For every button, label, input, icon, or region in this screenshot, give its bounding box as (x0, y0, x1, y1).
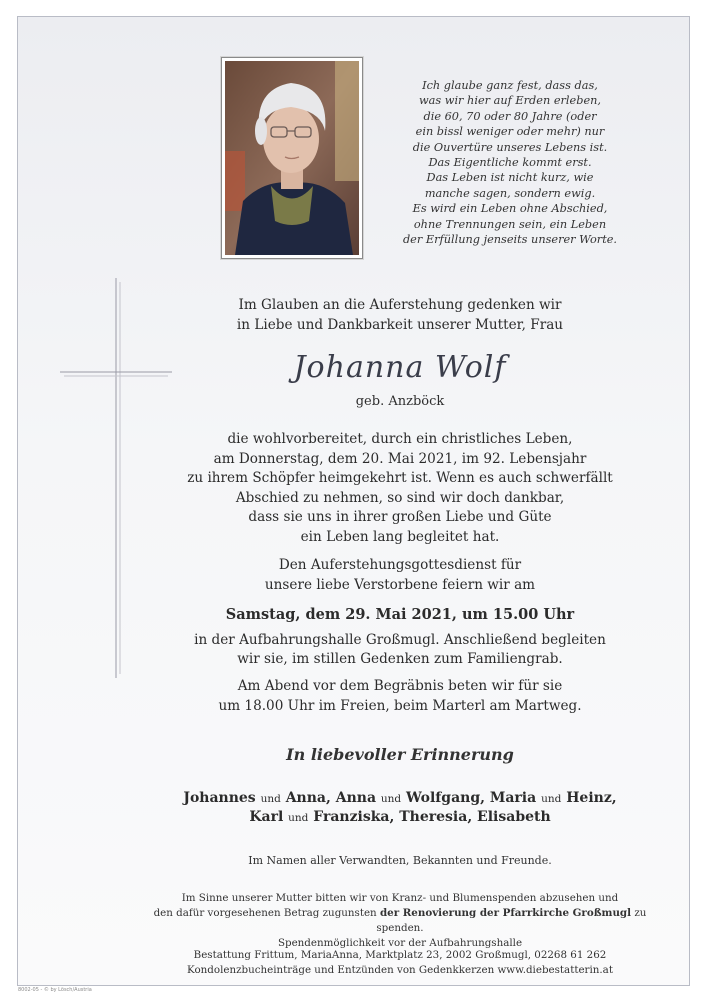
maiden-name: geb. Anzböck (355, 394, 445, 409)
quote-line: die 60, 70 oder 80 Jahre (oder (423, 109, 597, 123)
quote-line: Das Leben ist nicht kurz, wie (426, 171, 594, 185)
deceased-name: Johanna Wolf (293, 350, 507, 385)
donation-post: zu spenden. (376, 907, 647, 934)
family-name: Franziska, Theresia, Elisabeth (313, 809, 551, 825)
passing-line: dass sie uns in ihrer großen Liebe und Güte (248, 509, 552, 526)
family-name: Johannes (183, 790, 256, 806)
service-line: wir sie, im stillen Gedenken zum Familiengrab. (237, 651, 563, 668)
family-row-1 (150, 790, 650, 806)
family-name: Karl (249, 809, 284, 825)
service-line: unsere liebe Verstorbene feiern wir am (264, 576, 536, 593)
family-sep: und (288, 812, 309, 824)
quote-line: manche sagen, sondern ewig. (424, 186, 596, 200)
portrait-photo (221, 57, 363, 259)
passing-line: ein Leben lang begleitet hat. (300, 528, 500, 545)
service-line: in der Aufbahrungshalle Großmugl. Anschließend begleiten (194, 631, 606, 648)
passing-line: die wohlvorbereitet, durch ein christliches Leben, (227, 431, 573, 447)
quote-line: Es wird ein Leben ohne Abschied, (412, 202, 608, 216)
intro-line: Im Glauben an die Auferstehung gedenken wir (238, 297, 562, 313)
family-name: Anna, Anna (285, 790, 377, 806)
quote-line: was wir hier auf Erden erleben, (418, 94, 601, 108)
donation-line: Im Sinne unserer Mutter bitten wir von Kranz- und Blumenspenden abzusehen und (181, 892, 619, 904)
service-date: Samstag, dem 29. Mai 2021, um 15.00 Uhr (225, 606, 575, 624)
quote-line: ohne Trennungen sein, ein Leben (413, 217, 607, 231)
quote-line: die Ouvertüre unseres Lebens ist. (412, 140, 608, 154)
passing-line: am Donnerstag, dem 20. Mai 2021, im 92. Lebensjahr (213, 450, 587, 467)
intro-line: in Liebe und Dankbarkeit unserer Mutter, Frau (236, 316, 564, 333)
donation-pre: den dafür vorgesehenen Betrag zugunsten (153, 907, 380, 919)
donation-text (140, 891, 660, 951)
prayer-text (180, 677, 620, 716)
service-text (180, 556, 620, 670)
cross-icon (60, 278, 175, 678)
passing-text (180, 430, 620, 548)
prayer-line: Am Abend vor dem Begräbnis beten wir für sie (237, 678, 563, 694)
donation-line: Spendenmöglichkeit vor der Aufbahrungshalle (277, 937, 523, 949)
memory-heading: In liebevoller Erinnerung (286, 745, 514, 764)
undertaker-text (140, 948, 660, 978)
quote-line: ein bissl weniger oder mehr) nur (415, 125, 605, 139)
family-name: Wolfgang, Maria (406, 790, 537, 806)
undertaker-line: Kondolenzbucheinträge und Entzünden von Gedenkkerzen www.diebestatterin.at (187, 964, 613, 976)
family-sep: und (260, 793, 281, 805)
print-code: 8002-05 - © by Lösch/Austria (18, 987, 92, 993)
passing-line: Abschied zu nehmen, so sind wir doch dankbar, (235, 489, 565, 506)
prayer-line: um 18.00 Uhr im Freien, beim Marterl am Martweg. (218, 697, 582, 714)
relatives-text: Im Namen aller Verwandten, Bekannten und Freunde. (248, 854, 552, 867)
quote-line: der Erfüllung jenseits unserer Worte. (402, 233, 618, 247)
donation-line (140, 906, 660, 936)
portrait-photo-icon (225, 61, 359, 255)
service-line: Den Auferstehungsgottesdienst für (278, 557, 522, 573)
quote-line: Das Eigentliche kommt erst. (428, 156, 592, 170)
family-row-2 (150, 809, 650, 825)
donation-cause: der Renovierung der Pfarrkirche Großmugl (379, 907, 632, 919)
family-name: Heinz, (566, 790, 617, 806)
quote-text (390, 78, 630, 247)
family-sep: und (541, 793, 562, 805)
undertaker-line: Bestattung Frittum, MariaAnna, Marktplatz 23, 2002 Großmugl, 02268 61 262 (193, 949, 607, 961)
quote-line: Ich glaube ganz fest, dass das, (422, 79, 598, 92)
passing-line: zu ihrem Schöpfer heimgekehrt ist. Wenn es auch schwerfällt (187, 470, 613, 487)
intro-text (180, 296, 620, 335)
family-sep: und (380, 793, 402, 805)
